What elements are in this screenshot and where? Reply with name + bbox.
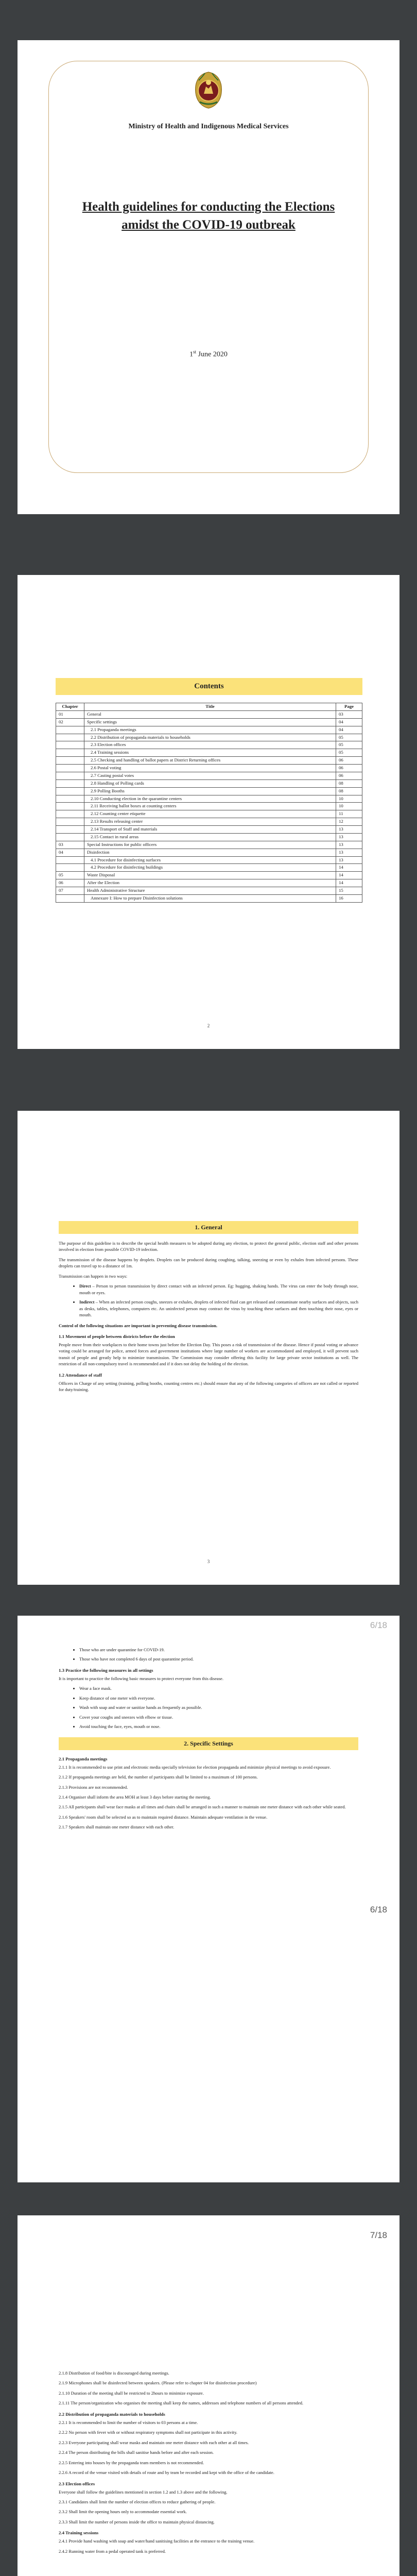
chapter-cell: 03 xyxy=(56,841,84,849)
title-cell: After the Election xyxy=(84,879,336,887)
contents-row xyxy=(56,841,362,849)
page-cell: 14 xyxy=(336,864,362,872)
measures-list xyxy=(59,1685,358,1730)
page-cell: 04 xyxy=(336,718,362,726)
paragraph: The purpose of this guideline is to describe the special health measures to be adopted during any election, to protect the general public, election staff and other persons involved in election from possible COVID-19 infection. xyxy=(59,1241,358,1252)
paragraph: Transmission can happen in two ways: xyxy=(59,1273,128,1279)
chapter-cell: 01 xyxy=(56,710,84,718)
paragraph: 2.1.8 Distribution of food/bite is discouraged during meetings. xyxy=(59,2370,169,2376)
title-cell: Special Instructions for public officers xyxy=(84,841,336,849)
contents-row xyxy=(56,765,362,772)
page-cell: 05 xyxy=(336,749,362,757)
chapter-cell xyxy=(56,795,84,803)
title-cell: 2.14 Transport of Staff and materials xyxy=(84,826,336,834)
title-cell: 2.12 Counting center etiquette xyxy=(84,810,336,818)
chapter-cell: 02 xyxy=(56,718,84,726)
date-suffix: st xyxy=(193,349,197,354)
contents-row xyxy=(56,856,362,864)
page-propaganda xyxy=(18,2215,399,2576)
paragraph: 2.1.6 Speakers' room shall be selected so as to maintain required distance. Maintain adequate ventilation in the venue. xyxy=(59,1814,268,1820)
paragraph: 2.1.3 Provisions are not recommended. xyxy=(59,1784,128,1790)
page-cell: 08 xyxy=(336,779,362,787)
title-cell: 2.13 Results releasing center xyxy=(84,818,336,826)
contents-row xyxy=(56,810,362,818)
contents-header-row xyxy=(56,703,362,711)
paragraph: The transmission of the disease happens by droplets. Droplets can be produced during coughing, talking, sneezing or even by exhales from infected persons. These droplets can travel up to a distance of 1m. xyxy=(59,1257,358,1269)
section-heading-general: 1. General xyxy=(59,1221,358,1234)
page-indicator: 6/18 xyxy=(370,1620,387,1630)
paragraph: 2.1.2 If propaganda meetings are held, the number of participants shall be limited to a maximum of 100 persons. xyxy=(59,1774,258,1780)
page-cell: 11 xyxy=(336,810,362,818)
contents-row xyxy=(56,803,362,810)
contents-row xyxy=(56,887,362,895)
chapter-cell xyxy=(56,833,84,841)
paragraph: Everyone shall follow the guidelines mentioned in section 1.2 and 1.3 above and the following. xyxy=(59,2489,228,2495)
chapter-cell xyxy=(56,741,84,749)
page-cell: 16 xyxy=(336,894,362,902)
col-title: Title xyxy=(84,703,336,711)
paragraph: 2.2.1 It is recommended to limit the number of visitors to 03 persons at a time. xyxy=(59,2419,198,2425)
bullet-label: Direct xyxy=(79,1283,91,1289)
page-number: 2 xyxy=(207,1023,210,1028)
title-cell: 2.7 Casting postal votes xyxy=(84,772,336,779)
contents-row xyxy=(56,772,362,779)
page-indicator: 6/18 xyxy=(370,1905,387,1914)
title-cell: Annexure I: How to prepare Disinfection solutions xyxy=(84,894,336,902)
document-title xyxy=(18,198,399,234)
title-line-1: Health guidelines for conducting the Elections xyxy=(82,200,335,214)
chapter-cell xyxy=(56,864,84,872)
page-cell: 15 xyxy=(336,887,362,895)
subheading: 2.3 Election offices xyxy=(59,2481,95,2486)
subheading: 1.1 Movement of people between districts before the election xyxy=(59,1333,175,1339)
page-cell: 03 xyxy=(336,710,362,718)
measure-item: • Cover your coughs and sneezes with elbow or tissue. xyxy=(79,1714,358,1720)
contents-row xyxy=(56,718,362,726)
page-cell: 13 xyxy=(336,849,362,856)
list-item xyxy=(79,1283,358,1296)
page-general xyxy=(18,1111,399,1585)
page-cell: 06 xyxy=(336,765,362,772)
paragraph: 2.1.4 Organiser shall inform the area MOH at least 3 days before starting the meeting. xyxy=(59,1794,211,1800)
title-cell: 2.10 Conducting election in the quarantine centers xyxy=(84,795,336,803)
list-item: • Those who have not completed 6 days of post quarantine period. xyxy=(79,1656,358,1662)
chapter-cell xyxy=(56,803,84,810)
contents-table xyxy=(56,703,362,903)
title-cell: 2.6 Postal voting xyxy=(84,765,336,772)
title-cell: 2.2 Distribution of propaganda materials to households xyxy=(84,734,336,741)
paragraph: It is important to practice the following basic measures to protect everyone from this disease. xyxy=(59,1675,224,1681)
paragraph: 2.4.2 Running water from a pedal operated tank is preferred. xyxy=(59,2548,166,2554)
transmission-list xyxy=(59,1283,358,1318)
contents-row xyxy=(56,741,362,749)
page-indicator: 7/18 xyxy=(370,2230,387,2240)
page-contents xyxy=(18,575,399,1049)
title-cell: 4.2 Procedure for disinfecting buildings xyxy=(84,864,336,872)
page-number: 3 xyxy=(207,1559,210,1564)
bullet-label: Indirect xyxy=(79,1299,95,1305)
col-page: Page xyxy=(336,703,362,711)
contents-row xyxy=(56,872,362,879)
bullet-text: – When an infected person coughs, sneezes or exhales, droplets of infected fluid can get released and contaminate nearby surfaces and objects, such as desks, tables, telephones, computers etc. An uninfected person may contract the virus by touching these surfaces and then touching their nose, eyes or mouth. xyxy=(79,1299,358,1318)
paragraph: 2.1.7 Speakers shall maintain one meter distance with each other. xyxy=(59,1824,175,1830)
paragraph: 2.1.9 Microphones shall be disinfected between speakers. (Please refer to chapter 04 for disinfection procedure) xyxy=(59,2380,257,2386)
title-cell: Specific settings xyxy=(84,718,336,726)
chapter-cell xyxy=(56,772,84,779)
contents-row xyxy=(56,849,362,856)
paragraph: 2.2.4 The person distributing the bills shall sanitise hands before and after each session. xyxy=(59,2450,214,2455)
chapter-cell xyxy=(56,726,84,734)
title-cell: 2.4 Training sessions xyxy=(84,749,336,757)
page-cell: 04 xyxy=(336,726,362,734)
page-cell: 06 xyxy=(336,757,362,765)
chapter-cell xyxy=(56,818,84,826)
control-heading: Control of the following situations are important in preventing disease transmission. xyxy=(59,1323,218,1328)
page-cell: 12 xyxy=(336,818,362,826)
contents-row xyxy=(56,787,362,795)
paragraph: People move from their workplaces to their home towns just before the Election Day. This poses a risk of transmission of the disease. Hence if postal voting or advance voting could be arranged for police, armed forces and government institutions where large number of workers are accommodated and employed, it will prevent such transit of people and greatly help to minimize transmission. The Commission may consider offering this facility for large private sector institutions as well. The restriction of all non-compulsory travel is recommended and if it does not delay the holding of the election. xyxy=(59,1342,358,1367)
title-cell: 2.8 Handling of Polling cards xyxy=(84,779,336,787)
contents-rows xyxy=(56,710,362,902)
title-cell: Waste Disposal xyxy=(84,872,336,879)
contents-row xyxy=(56,894,362,902)
chapter-cell xyxy=(56,765,84,772)
title-cell: Disinfection xyxy=(84,849,336,856)
subheading: 2.4 Training sessions xyxy=(59,2530,99,2536)
page-cell: 13 xyxy=(336,833,362,841)
page-cell: 10 xyxy=(336,803,362,810)
chapter-cell: 05 xyxy=(56,872,84,879)
paragraph: 2.2.3 Everyone participating shall wear masks and maintain one meter distance with each other at all times. xyxy=(59,2439,249,2445)
page-cell: 06 xyxy=(336,772,362,779)
measure-item: • Wash with soap and water or sanitize hands as frequently as possible. xyxy=(79,1704,358,1710)
measure-item: • Avoid touching the face, eyes, mouth or nose. xyxy=(79,1723,358,1730)
subheading: 1.2 Attendance of staff xyxy=(59,1372,102,1378)
contents-row xyxy=(56,879,362,887)
title-cell: 2.11 Receiving ballot boxes at counting centers xyxy=(84,803,336,810)
paragraph: 2.3.2 Shall limit the opening hours only to accommodate essential work. xyxy=(59,2509,187,2515)
chapter-cell xyxy=(56,787,84,795)
title-cell: 2.9 Polling Booths xyxy=(84,787,336,795)
measure-item: • Keep distance of one meter with everyone. xyxy=(79,1695,358,1701)
title-cell: 2.5 Checking and handling of ballot papers at District Returning offices xyxy=(84,757,336,765)
paragraph: Officers in Charge of any setting (training, polling booths, counting centres etc.) should ensure that any of the following categories of officers are not called or reported for duty/training. xyxy=(59,1380,358,1393)
chapter-cell xyxy=(56,894,84,902)
bullet-text: – Person to person transmission by direct contact with an infected person. Eg: hugging, shaking hands. The virus can enter the body through nose, mouth or eyes. xyxy=(79,1283,358,1295)
contents-row xyxy=(56,749,362,757)
page-cell: 05 xyxy=(336,741,362,749)
col-chapter: Chapter xyxy=(56,703,84,711)
contents-row xyxy=(56,726,362,734)
title-cell: 4.1 Procedure for disinfecting surfaces xyxy=(84,856,336,864)
paragraph: 2.4.1 Provide hand washing with soap and water/hand sanitising facilities at the entrance to the training venue. xyxy=(59,2538,255,2544)
chapter-cell: 04 xyxy=(56,849,84,856)
title-line-2: amidst the COVID-19 outbreak xyxy=(121,218,296,232)
chapter-cell: 07 xyxy=(56,887,84,895)
ministry-name: Ministry of Health and Indigenous Medical Services xyxy=(128,123,289,130)
title-cell: 2.3 Election offices xyxy=(84,741,336,749)
page-cell: 10 xyxy=(336,795,362,803)
page-cell: 14 xyxy=(336,872,362,879)
page-cell: 08 xyxy=(336,787,362,795)
page-cell: 13 xyxy=(336,826,362,834)
contents-row xyxy=(56,833,362,841)
page-cell: 13 xyxy=(336,856,362,864)
contents-row xyxy=(56,710,362,718)
page-cell: 05 xyxy=(336,734,362,741)
paragraph: 2.1.11 The person/organization who organises the meeting shall keep the names, addresses and telephone numbers of all persons attended. xyxy=(59,2400,304,2406)
title-cell: 2.1 Propaganda meetings xyxy=(84,726,336,734)
subheading: 2.1 Propaganda meetings xyxy=(59,1756,108,1761)
paragraph: 2.1.5 All participants shall wear face masks at all times and chairs shall be arranged in such a manner to maintain one meter distance with each other while seated. xyxy=(59,1804,346,1810)
page-cell: 13 xyxy=(336,841,362,849)
paragraph: 2.3.3 Shall limit the number of persons inside the office to maintain physical distancing. xyxy=(59,2519,215,2524)
document-date xyxy=(18,349,399,359)
chapter-cell xyxy=(56,810,84,818)
contents-row xyxy=(56,864,362,872)
list-item: • Those who are under quarantine for COVID-19. xyxy=(79,1647,358,1653)
paragraph: 2.1.1 It is recommended to use print and electronic media specially television for election propaganda and minimize physical meetings to avoid exposure. xyxy=(59,1764,331,1770)
contents-row xyxy=(56,757,362,765)
paragraph: 2.3.1 Candidates shall limit the number of election offices to reduce gathering of people. xyxy=(59,2499,216,2504)
paragraph: 2.2.6 A record of the venue visited with details of route and by team be recorded and kept with the office of the candidate. xyxy=(59,2470,274,2476)
subheading: 1.3 Practice the following measures in all settings xyxy=(59,1667,153,1673)
sri-lanka-emblem-icon xyxy=(193,71,224,109)
date-month-year: June 2020 xyxy=(196,350,228,359)
section-heading-specific: 2. Specific Settings xyxy=(59,1737,358,1750)
contents-row xyxy=(56,795,362,803)
contents-row xyxy=(56,779,362,787)
list-item xyxy=(79,1299,358,1318)
title-cell: General xyxy=(84,710,336,718)
subheading: 2.2 Distribution of propaganda materials to households xyxy=(59,2411,165,2417)
chapter-cell xyxy=(56,757,84,765)
paragraph: 2.2.2 No person with fever with or without respiratory symptoms shall not participate in this activity. xyxy=(59,2430,237,2435)
contents-heading: Contents xyxy=(56,678,362,695)
title-cell: 2.15 Contact in rural areas xyxy=(84,833,336,841)
title-cell: Health Administrative Structure xyxy=(84,887,336,895)
page-cover xyxy=(18,40,399,514)
contents-row xyxy=(56,818,362,826)
chapter-cell xyxy=(56,826,84,834)
measure-item: • Wear a face mask. xyxy=(79,1685,358,1691)
contents-row xyxy=(56,734,362,741)
paragraph: 2.1.10 Duration of the meeting shall be restricted to 2hours to minimize exposure. xyxy=(59,2390,204,2396)
date-day: 1 xyxy=(189,350,194,359)
chapter-cell: 06 xyxy=(56,879,84,887)
page-cell: 14 xyxy=(336,879,362,887)
chapter-cell xyxy=(56,856,84,864)
chapter-cell xyxy=(56,779,84,787)
quarantine-list xyxy=(59,1647,358,1663)
page-specific-settings xyxy=(18,1616,399,2182)
chapter-cell xyxy=(56,734,84,741)
paragraph: 2.2.5 Entering into houses by the propaganda team members is not recommended. xyxy=(59,2460,204,2465)
contents-row xyxy=(56,826,362,834)
chapter-cell xyxy=(56,749,84,757)
